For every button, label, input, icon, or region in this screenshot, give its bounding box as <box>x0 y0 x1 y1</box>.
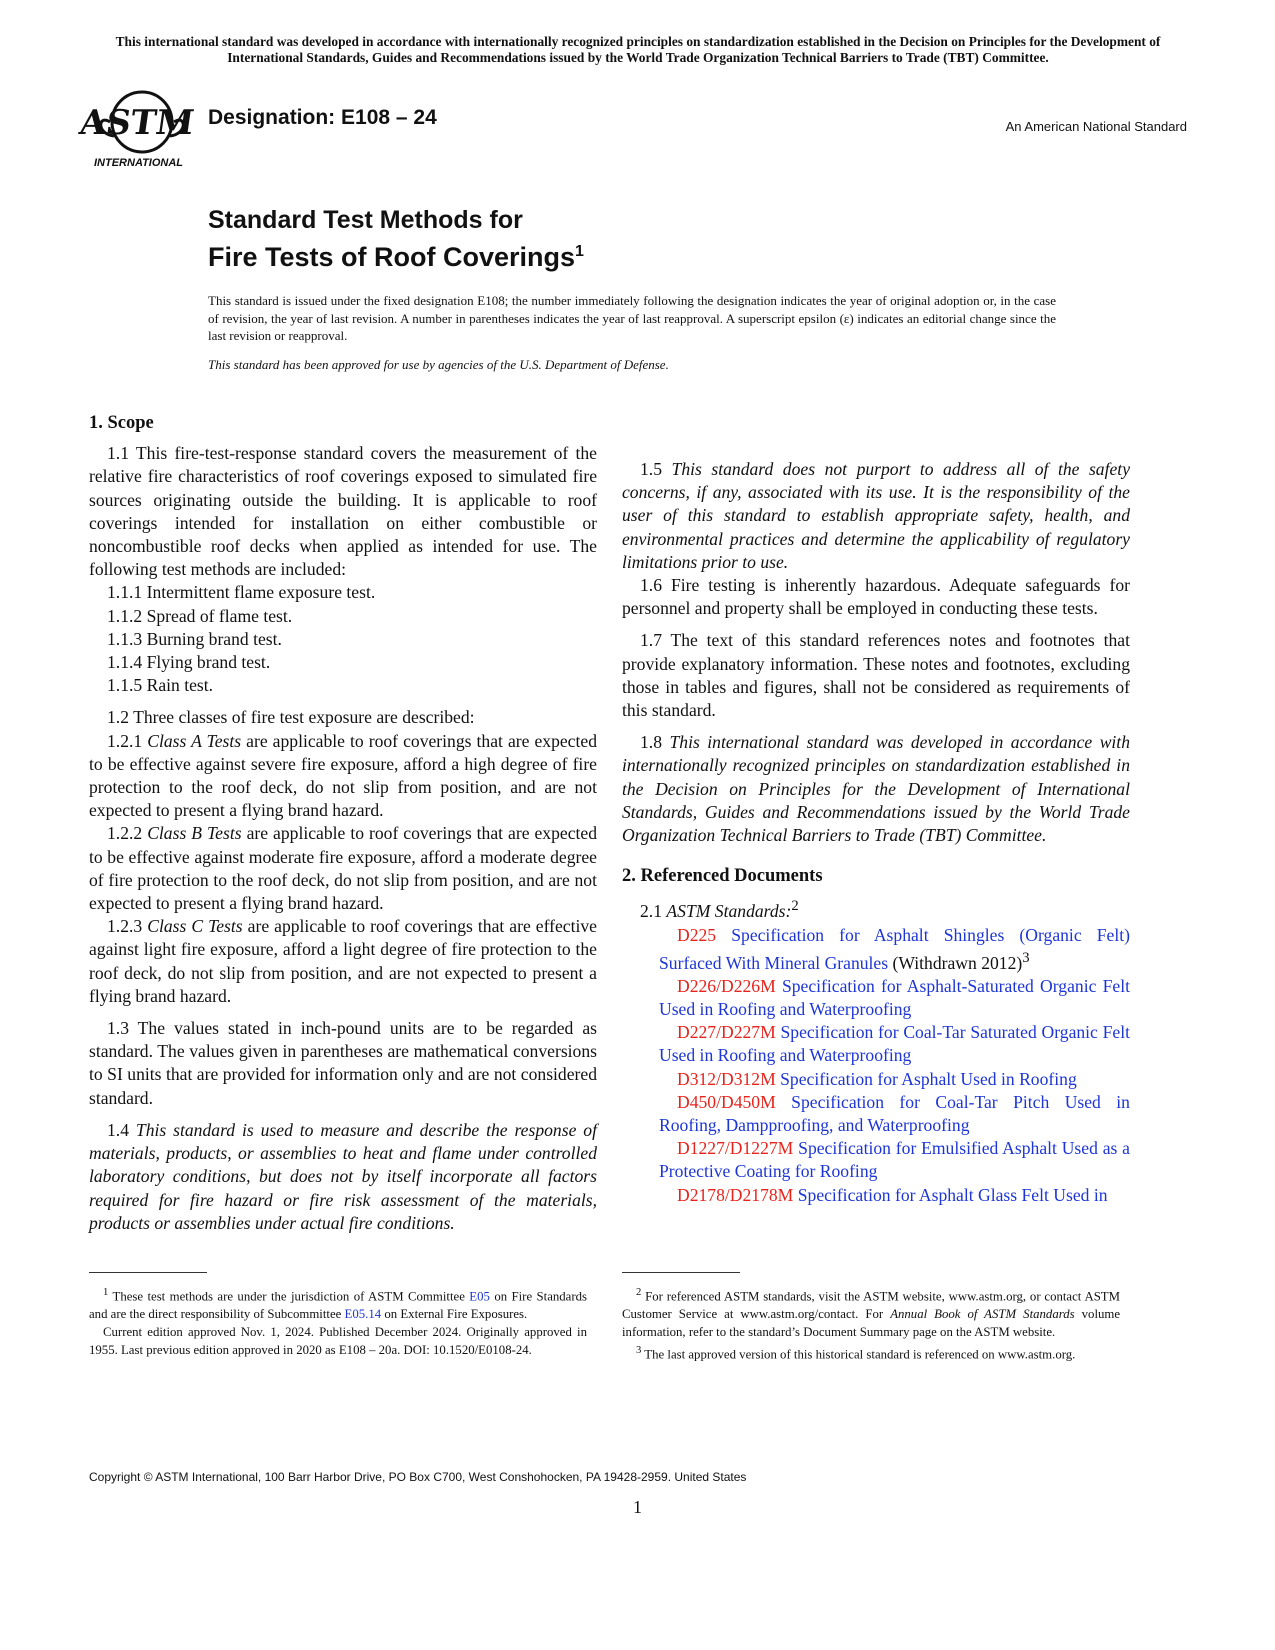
reference-item <box>622 1068 1130 1091</box>
para-emphasis: This standard is used to measure and describe the response of materials, products, or assemblies to heat and flame under controlled laboratory conditions, but does not by itself incorporate all factors required for fire hazard or fire risk assessment of the materials, products or assemblies under actual fire conditions. <box>89 1119 597 1233</box>
footnote-rule-right <box>622 1272 740 1273</box>
footnote-3 <box>622 1342 1120 1364</box>
para-emphasis: ASTM Standards: <box>666 901 792 922</box>
national-standard-label: An American National Standard <box>1005 119 1187 134</box>
footnote-1 <box>89 1284 587 1324</box>
reference-title-link[interactable]: Specification for Asphalt Glass Felt Used in <box>797 1184 1108 1205</box>
para-text: are applicable to roof coverings that are expected to be effective against moderate fire exposure, afford a moderate degree of fire protection to the roof deck, do not slip from position, and are not expected to present a flying brand hazard. <box>89 823 598 914</box>
designation: Designation: E108 – 24 <box>208 106 437 129</box>
paragraph-1-7: 1.7 The text of this standard references notes and footnotes that provide explanatory information. These notes and footnotes, excluding those in tables and figures, shall not be considered as requirements of this standard. <box>622 630 1130 721</box>
reference-item <box>622 1184 1130 1207</box>
reference-title-link[interactable]: Specification for Asphalt-Saturated Organic Felt Used in Roofing and Waterproofing <box>659 975 1130 1019</box>
top-notice: This international standard was developed in accordance with internationally recognized principles on standardization established in the Decision on Principles for the Development of International Standards, Guides and Recommendations issued by the World Trade Organization Technical Barriers to Trade (TBT) Committee. <box>115 34 1161 65</box>
list-item: 1.1.1 Intermittent flame exposure test. <box>107 582 376 603</box>
para-number: 1.2.3 <box>107 916 143 937</box>
copyright-notice: Copyright © ASTM International, 100 Barr Harbor Drive, PO Box C700, West Conshohocken, PA 19428-2959. United States <box>89 1470 747 1484</box>
reference-code-link[interactable]: D226/D226M <box>677 975 776 996</box>
paragraph-1-8 <box>622 731 1130 847</box>
title-line-1: Standard Test Methods for <box>208 206 523 234</box>
footnote-text: The last approved version of this historical standard is referenced on www.astm.org. <box>644 1346 1076 1361</box>
reference-code-link[interactable]: D1227/D1227M <box>677 1138 794 1159</box>
reference-item <box>622 1091 1130 1137</box>
footnote-mark: 2 <box>636 1287 642 1298</box>
reference-note: (Withdrawn 2012) <box>888 952 1023 973</box>
para-number: 1.5 <box>640 459 662 479</box>
footnote-text: For referenced ASTM standards, visit the ASTM website, www.astm.org, or contact ASTM Customer Service at www.astm.org/contact. For <box>622 1289 1121 1322</box>
reference-item <box>622 1021 1130 1067</box>
reference-item <box>622 1137 1130 1183</box>
defense-note: This standard has been approved for use by agencies of the U.S. Department of Defense. <box>208 357 669 372</box>
reference-title-link[interactable]: Specification for Coal-Tar Saturated Organic Felt Used in Roofing and Waterproofing <box>659 1022 1130 1066</box>
footnote-mark: 2 <box>791 898 799 915</box>
reference-title-link[interactable]: Specification for Emulsified Asphalt Used as a Protective Coating for Roofing <box>659 1138 1130 1182</box>
page-number: 1 <box>633 1497 642 1517</box>
paragraph-1-2-3 <box>89 915 597 1008</box>
document-title <box>208 204 584 273</box>
reference-code-link[interactable]: D312/D312M <box>677 1068 776 1089</box>
footnotes-right <box>622 1284 1120 1364</box>
title-text: Fire Tests of Roof Coverings <box>208 242 576 272</box>
reference-code-link[interactable]: D2178/D2178M <box>677 1184 794 1205</box>
para-text: are applicable to roof coverings that are expected to be effective against severe fire exposure, afford a high degree of fire protection to the roof deck, do not slip from position, and are not expected to present a flying brand hazard. <box>89 730 597 821</box>
footnote-mark: 3 <box>1022 949 1030 966</box>
logo-wordmark: INTERNATIONAL <box>94 157 184 169</box>
section-heading-scope: 1. Scope <box>89 413 154 433</box>
footnote-2 <box>622 1284 1120 1342</box>
para-number: 1.4 <box>107 1119 129 1140</box>
footnote-emphasis: Annual Book of ASTM Standards <box>890 1307 1075 1322</box>
reference-item <box>622 924 1130 975</box>
reference-code-link[interactable]: D227/D227M <box>677 1022 776 1043</box>
reference-title-link[interactable]: Specification for Asphalt Used in Roofing <box>780 1068 1077 1089</box>
footnote-mark: 3 <box>636 1344 642 1356</box>
paragraph-1-2-2 <box>89 822 597 915</box>
title-footnote-mark: 1 <box>575 243 584 260</box>
list-item: 1.1.5 Rain test. <box>107 675 214 696</box>
list-item: 1.1.4 Flying brand test. <box>107 652 271 673</box>
para-number: 1.8 <box>640 732 662 753</box>
para-emphasis: Class C Tests <box>147 916 243 937</box>
para-emphasis: Class B Tests <box>147 823 242 844</box>
footnote-edition: Current edition approved Nov. 1, 2024. Published December 2024. Originally approved in 1955. Last previous edition approved in 2020 as E108 – 20a. DOI: 10.1520/E0108-24. <box>89 1324 587 1357</box>
subcommittee-link[interactable]: E05.14 <box>344 1307 382 1322</box>
title-line-2 <box>208 236 584 273</box>
section-heading-referenced-documents: 2. Referenced Documents <box>622 866 823 887</box>
footnotes-left <box>89 1284 587 1359</box>
list-item: 1.1.2 Spread of flame test. <box>107 605 293 626</box>
paragraph-1-2-1 <box>89 730 597 823</box>
paragraph-1-1: 1.1 This fire-test-response standard covers the measurement of the relative fire characteristics of roof coverings exposed to simulated fire sources originating outside the building. It is applicable to roof coverings intended for installation on either combustible or noncombustible roof decks when applied as intended for use. The following test methods are included: <box>89 443 597 580</box>
footnote-text: These test methods are under the jurisdiction of ASTM Committee <box>112 1289 465 1304</box>
subsection-2-1 <box>622 895 1130 923</box>
footnote-rule-left <box>89 1272 207 1273</box>
astm-logo-icon <box>77 86 200 172</box>
para-number: 2.1 <box>640 901 662 922</box>
footnote-text: volume information, refer to the standard’s Document Summary page on the ASTM website. <box>622 1307 1121 1339</box>
paragraph-1-3: 1.3 The values stated in inch-pound units are to be regarded as standard. The values given in parentheses are mathematical conversions to SI units that are provided for information only and are not considered standard. <box>89 1018 597 1108</box>
reference-code-link[interactable]: D450/D450M <box>677 1091 776 1112</box>
footnote-text: on External Fire Exposures. <box>384 1307 528 1322</box>
list-item: 1.1.3 Burning brand test. <box>107 628 282 649</box>
para-number: 1.2.1 <box>107 730 143 751</box>
paragraph-1-6: 1.6 Fire testing is inherently hazardous. Adequate safeguards for personnel and property shall be employed in conducting these tests. <box>622 575 1130 619</box>
reference-code-link[interactable]: D225 <box>677 924 717 945</box>
footnote-text: on Fire Standards and are the direct responsibility of Subcommittee <box>89 1289 587 1322</box>
para-text: are applicable to roof coverings that are effective against light fire exposure, afford a light degree of fire protection to the roof deck, do not slip from position, and are not expected to present a flying brand hazard. <box>89 916 597 1006</box>
paragraph-1-2: 1.2 Three classes of fire test exposure are described: <box>107 707 475 728</box>
footnote-mark: 1 <box>103 1287 109 1298</box>
right-column <box>622 458 1130 1207</box>
committee-link[interactable]: E05 <box>469 1289 490 1304</box>
reference-title-link[interactable]: Specification for Asphalt Shingles (Organic Felt) Surfaced With Mineral Granules <box>659 924 1130 973</box>
issue-note: This standard is issued under the fixed designation E108; the number immediately following the designation indicates the year of original adoption or, in the case of revision, the year of last revision. A number in parentheses indicates the year of last reapproval. A superscript epsilon (ε) indicates an editorial change since the last revision or reapproval. <box>208 293 1056 343</box>
astm-logo <box>77 86 200 172</box>
para-emphasis: This standard does not purport to address all of the safety concerns, if any, associated with its use. It is the responsibility of the user of this standard to establish appropriate safety, health, and environmental practices and determine the applicability of regulatory limitations prior to use. <box>622 459 1131 572</box>
reference-item <box>622 975 1130 1021</box>
para-emphasis: Class A Tests <box>147 730 242 751</box>
left-column <box>89 412 597 1235</box>
para-emphasis: This international standard was developed in accordance with internationally recognized principles on standardization established in the Decision on Principles for the Development of International Standards, Guides and Recommendations issued by the World Trade Organization Technical Barriers to Trade (TBT) Committee. <box>622 732 1130 846</box>
paragraph-1-4 <box>89 1119 597 1235</box>
svg-text:ASTM: ASTM <box>77 103 197 143</box>
paragraph-1-5 <box>622 458 1130 574</box>
reference-title-link[interactable]: Specification for Coal-Tar Pitch Used in Roofing, Dampproofing, and Waterproofing <box>659 1091 1130 1135</box>
para-number: 1.2.2 <box>107 823 143 844</box>
